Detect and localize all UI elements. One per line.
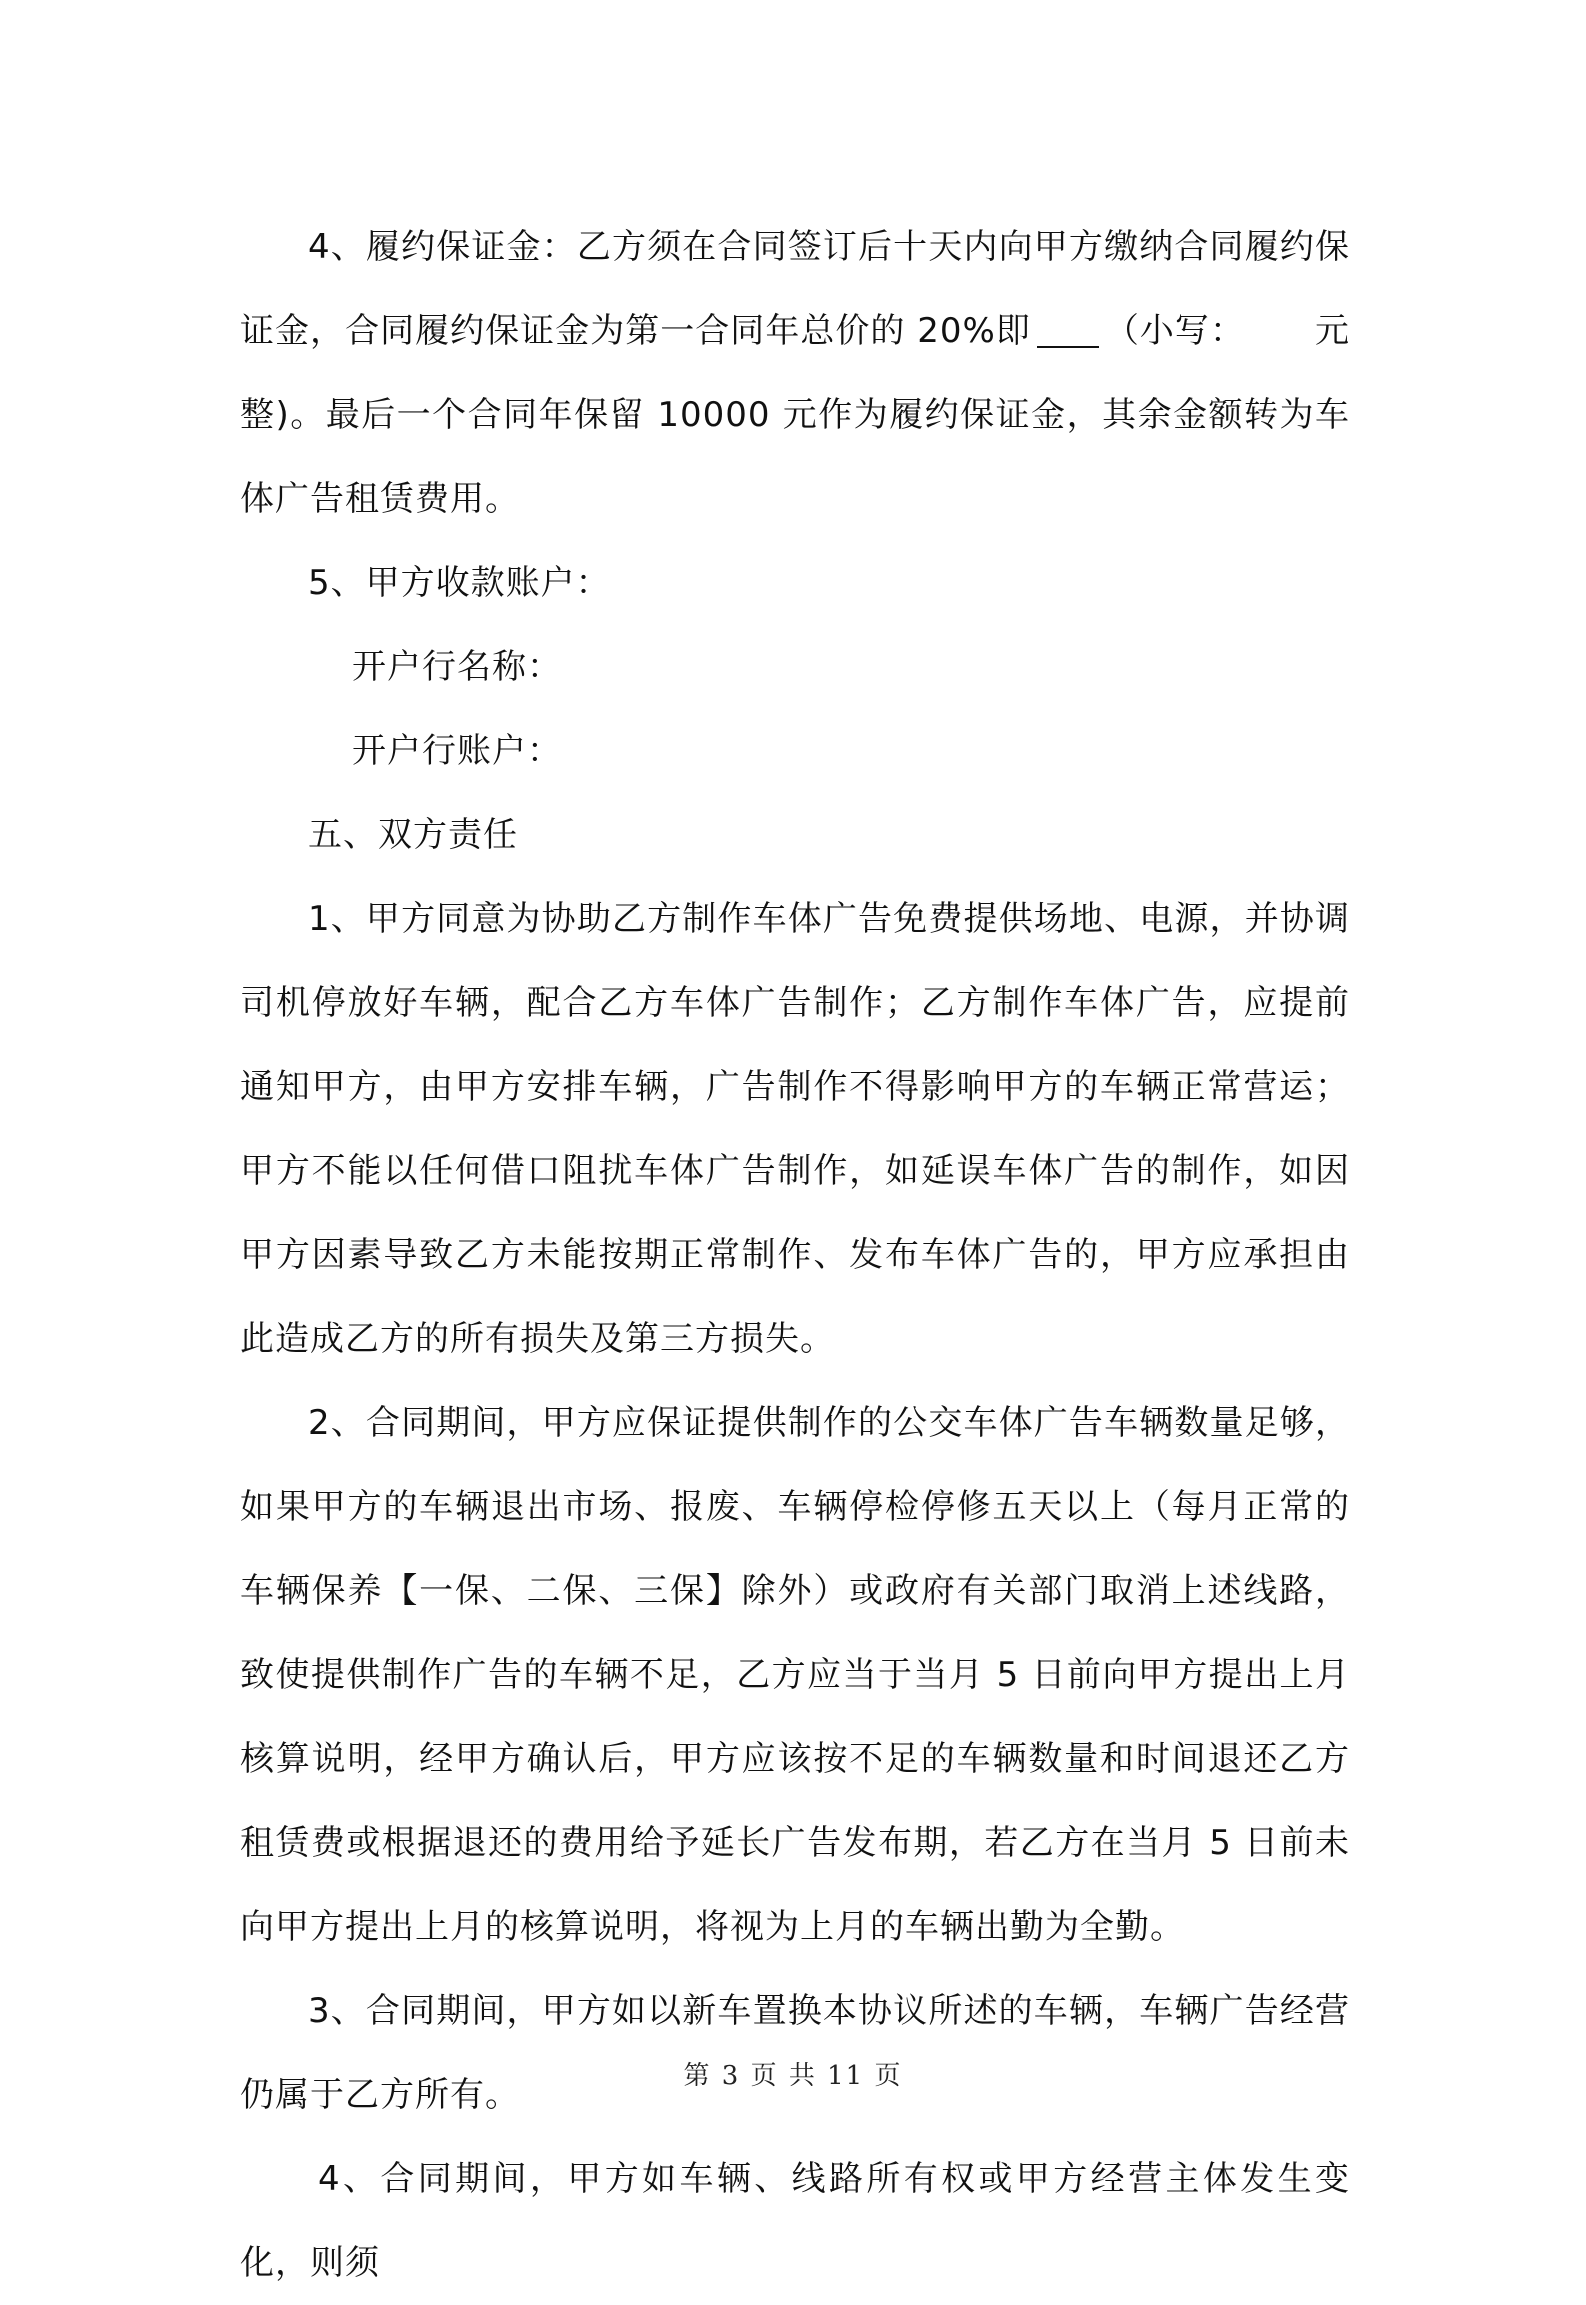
paragraph-clause-1: 1、甲方同意为协助乙方制作车体广告免费提供场地、电源，并协调司机停放好车辆，配合乙方车体广告制作；乙方制作车体广告，应提前通知甲方，由甲方安排车辆，广告制作不得影响甲方的车辆正常营运；甲方不能以任何借口阻扰车体广告制作，如延误车体广告的制作，如因甲方因素导致乙方未能按期正常制作、发布车体广告的，甲方应承担由此造成乙方的所有损失及第三方损失。 (240, 899, 1350, 1359)
page-footer: 第 3 页 共 11 页 (683, 2061, 903, 2091)
paragraph-text: 元整)。最后一个合同年保留 10000 元作为履约保证金，其余金额转为车体广告租赁费用。 (240, 311, 1350, 519)
section-heading-responsibilities: 五、双方责任 (308, 815, 518, 855)
paragraph-performance-bond (240, 205, 1350, 541)
paragraph-bank-account: 开户行账户： (352, 731, 562, 771)
paragraph-account-heading: 5、甲方收款账户： (308, 563, 611, 603)
paragraph-text: （小写： (1104, 311, 1245, 351)
paragraph-text: 4、履约保证金：乙方须在合同签订后十天内向甲方缴纳合同履约保证金，合同履约保证金为第一合同年总价的 20%即 (240, 227, 1350, 351)
blank-line (1037, 312, 1099, 348)
paragraph-clause-2: 2、合同期间，甲方应保证提供制作的公交车体广告车辆数量足够，如果甲方的车辆退出市场、报废、车辆停检停修五天以上（每月正常的车辆保养【一保、二保、三保】除外）或政府有关部门取消上述线路，致使提供制作广告的车辆不足，乙方应当于当月 5 日前向甲方提出上月核算说明，经甲方确认后，甲方应该按不足的车辆数量和时间退还乙方租赁费或根据退还的费用给予延长广告发布期，若乙方在当月 5 日前未向甲方提出上月的核算说明，将视为上月的车辆出勤为全勤。 (240, 1403, 1350, 1947)
document-body (240, 205, 1350, 2305)
paragraph-bank-name: 开户行名称： (352, 647, 562, 687)
paragraph-clause-4: 4、合同期间，甲方如车辆、线路所有权或甲方经营主体发生变化，则须 (240, 2159, 1350, 2283)
paragraph-clause-3: 3、合同期间，甲方如以新车置换本协议所述的车辆，车辆广告经营仍属于乙方所有。 (240, 1991, 1350, 2115)
